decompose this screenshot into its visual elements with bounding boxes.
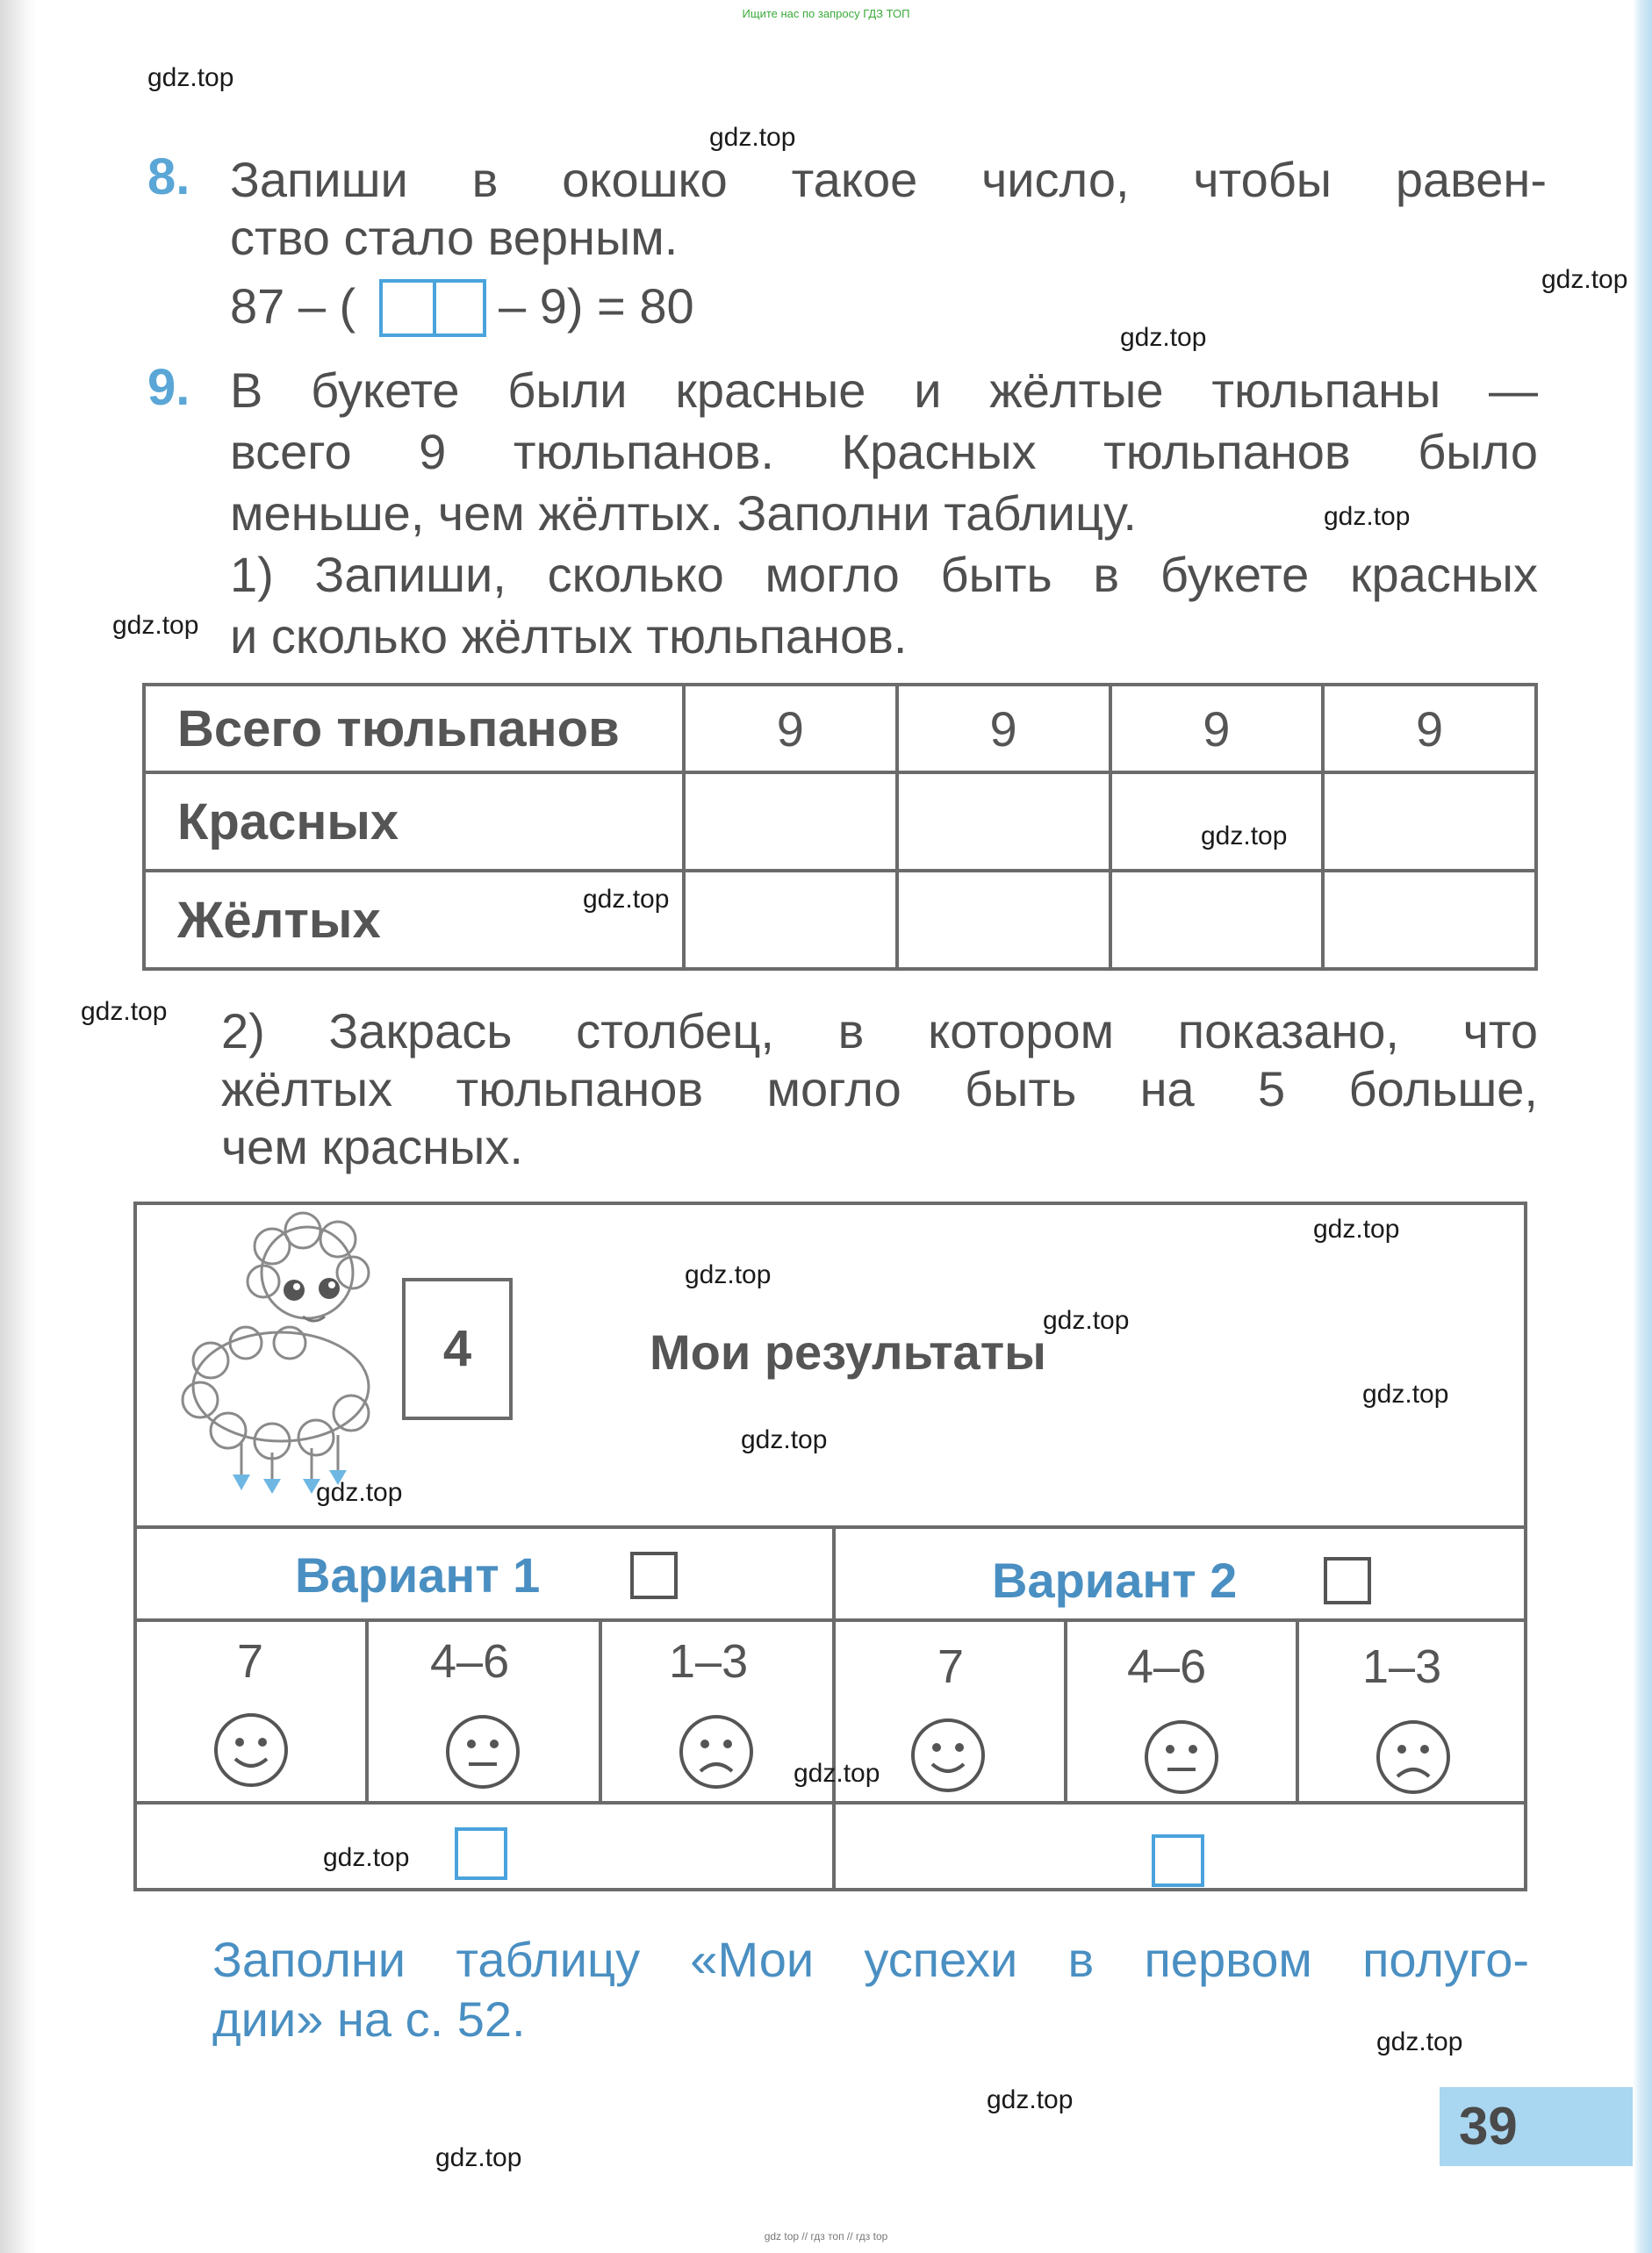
variant-2-result-box[interactable]: [1152, 1834, 1204, 1887]
table-cell-yellow-3[interactable]: [1110, 871, 1324, 969]
watermark: gdz.top: [1201, 822, 1288, 850]
watermark: gdz.top: [685, 1260, 772, 1289]
page-edge: [1633, 0, 1652, 2253]
table-row-yellow: [144, 871, 1536, 969]
task-8-expression-right: – 9) = 80: [499, 278, 694, 334]
watermark: gdz.top: [435, 2143, 522, 2172]
top-search-note: Ищите нас по запросу ГДЗ ТОП: [742, 7, 910, 20]
row-header-red: Красных: [144, 772, 684, 871]
watermark: gdz.top: [794, 1759, 880, 1788]
table-cell-yellow-2[interactable]: [897, 871, 1110, 969]
task-9-number: 9.: [147, 359, 190, 416]
table-row-red: [144, 772, 1536, 871]
watermark: gdz.top: [1043, 1306, 1130, 1335]
task-9-part-2-line-3: чем красных.: [221, 1119, 523, 1174]
happy-face-icon: [909, 1717, 987, 1794]
watermark: gdz.top: [316, 1478, 403, 1507]
watermark: gdz.top: [741, 1425, 828, 1454]
sad-face-icon: [678, 1713, 755, 1790]
neutral-face-icon: [444, 1713, 521, 1790]
table-cell-total-1: 9: [684, 685, 897, 772]
table-cell-yellow-1[interactable]: [684, 871, 897, 969]
task-9-part-2-line-2: жёлтых тюльпанов могло быть на 5 больше,: [221, 1061, 1538, 1116]
v2-grade-1-3: 1–3: [1362, 1640, 1442, 1693]
watermark: gdz.top: [81, 997, 168, 1026]
footer-line-1: Заполни таблицу «Мои успехи в первом полуго-: [212, 1932, 1529, 1987]
watermark: gdz.top: [323, 1843, 410, 1872]
task-9-line-4: 1) Запиши, сколько могло быть в букете красных: [230, 547, 1538, 602]
table-cell-red-4[interactable]: [1323, 772, 1536, 871]
table-cell-total-2: 9: [897, 685, 1110, 772]
table-cell-total-4: 9: [1323, 685, 1536, 772]
table-cell-total-3: 9: [1110, 685, 1324, 772]
sad-face-icon: [1375, 1718, 1452, 1796]
watermark: gdz.top: [1324, 502, 1411, 531]
v2-grade-4-6: 4–6: [1127, 1640, 1207, 1693]
neutral-face-icon: [1143, 1718, 1220, 1796]
v2-grade-7: 7: [937, 1640, 965, 1693]
row-header-yellow: Жёлтых: [144, 871, 684, 969]
sheep-mascot-icon: [158, 1211, 421, 1501]
watermark: gdz.top: [1362, 1380, 1449, 1409]
task-8-answer-box[interactable]: [379, 279, 486, 337]
footer-line-2: дии» на с. 52.: [212, 1991, 526, 2047]
watermark: gdz.top: [1541, 265, 1628, 294]
watermark: gdz.top: [709, 123, 796, 152]
watermark: gdz.top: [1313, 1215, 1400, 1244]
table-row-total: [144, 685, 1536, 772]
task-8-line-2: ство стало верным.: [230, 210, 679, 265]
results-card-number: 4: [402, 1278, 513, 1420]
table-cell-red-2[interactable]: [897, 772, 1110, 871]
watermark: gdz.top: [147, 63, 234, 92]
row-header-total: Всего тюльпанов: [144, 685, 684, 772]
watermark: gdz.top: [112, 611, 199, 640]
happy-face-icon: [212, 1711, 290, 1789]
results-title: Мои результаты: [650, 1324, 1046, 1380]
task-9-part-2-line-1: 2) Закрась столбец, в котором показано, что: [221, 1003, 1538, 1058]
tulips-table: [142, 683, 1538, 971]
task-8-expression-left: 87 – (: [230, 278, 356, 334]
task-9-line-1: В букете были красные и жёлтые тюльпаны —: [230, 362, 1538, 418]
task-8-line-1: Запиши в окошко такое число, чтобы равен-: [230, 152, 1547, 207]
variant-2-label: Вариант 2: [992, 1553, 1238, 1608]
task-9-line-2: всего 9 тюльпанов. Красных тюльпанов было: [230, 424, 1538, 479]
variant-1-checkbox[interactable]: [630, 1552, 678, 1599]
page-number: 39: [1440, 2087, 1633, 2166]
variant-1-label: Вариант 1: [295, 1547, 541, 1603]
v1-grade-1-3: 1–3: [669, 1635, 749, 1688]
table-cell-red-1[interactable]: [684, 772, 897, 871]
table-cell-yellow-4[interactable]: [1323, 871, 1536, 969]
watermark: gdz.top: [583, 885, 670, 914]
v1-grade-4-6: 4–6: [430, 1635, 510, 1688]
task-9-line-5: и сколько жёлтых тюльпанов.: [230, 608, 908, 664]
bottom-note: gdz top // гдз топ // гдз top: [764, 2230, 888, 2242]
watermark: gdz.top: [1120, 323, 1207, 352]
task-8-number: 8.: [147, 148, 190, 205]
variant-2-checkbox[interactable]: [1324, 1557, 1371, 1604]
page-spine-shadow: [0, 0, 37, 2253]
variant-1-result-box[interactable]: [455, 1827, 507, 1880]
task-9-line-3: меньше, чем жёлтых. Заполни таблицу.: [230, 485, 1137, 541]
watermark: gdz.top: [1376, 2027, 1463, 2056]
watermark: gdz.top: [987, 2085, 1074, 2114]
v1-grade-7: 7: [237, 1635, 264, 1688]
